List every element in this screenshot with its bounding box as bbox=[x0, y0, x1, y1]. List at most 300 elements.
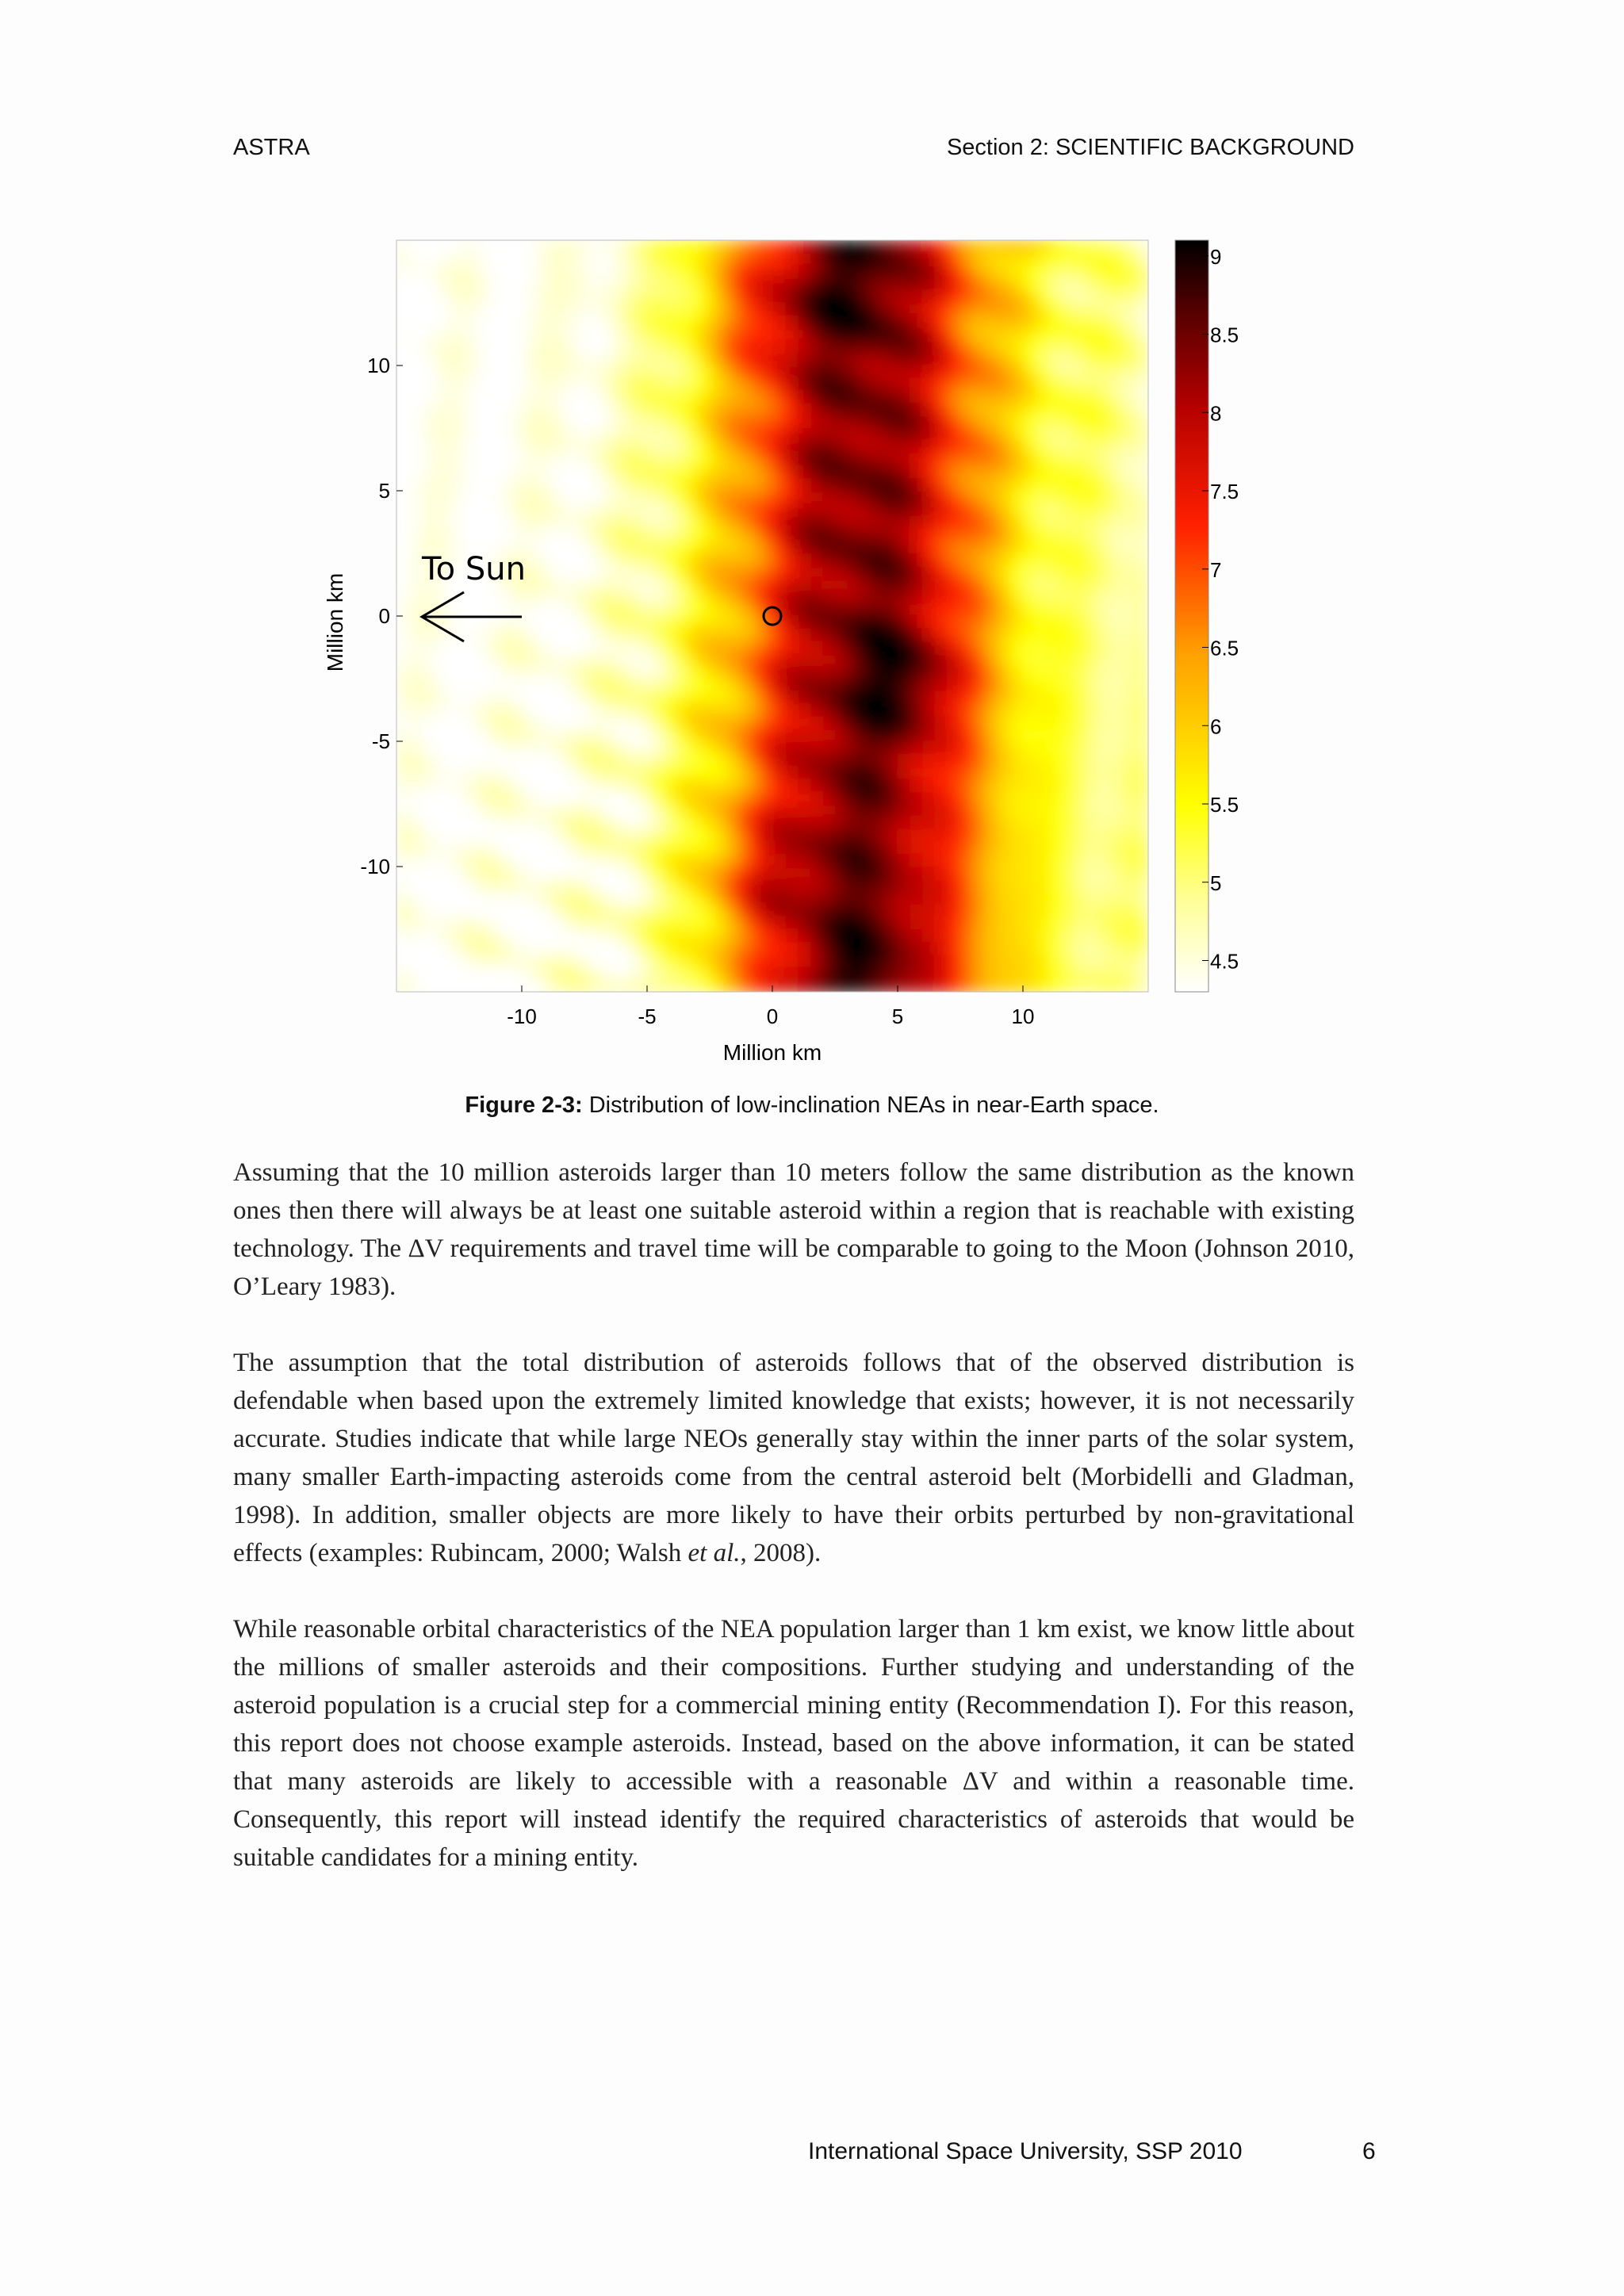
heatmap-cell bbox=[496, 741, 510, 755]
heatmap-cell bbox=[509, 904, 523, 917]
heatmap-cell bbox=[1023, 353, 1036, 366]
heatmap-cell bbox=[1098, 754, 1112, 767]
heatmap-cell bbox=[1073, 817, 1086, 830]
heatmap-cell bbox=[935, 491, 948, 504]
heatmap-cell bbox=[584, 353, 598, 366]
heatmap-cell bbox=[822, 453, 836, 467]
heatmap-cell bbox=[1048, 955, 1062, 968]
heatmap-cell bbox=[785, 415, 799, 429]
heatmap-cell bbox=[459, 303, 473, 316]
heatmap-cell bbox=[697, 916, 710, 930]
heatmap-cell bbox=[434, 791, 447, 805]
heatmap-cell bbox=[409, 979, 423, 993]
heatmap-cell bbox=[1098, 478, 1112, 492]
heatmap-cell bbox=[1073, 841, 1086, 855]
heatmap-cell bbox=[848, 791, 861, 805]
heatmap-cell bbox=[1086, 353, 1099, 366]
heatmap-cell bbox=[998, 804, 1011, 817]
heatmap-cell bbox=[1048, 841, 1062, 855]
heatmap-cell bbox=[472, 277, 485, 291]
heatmap-cell bbox=[872, 767, 886, 780]
heatmap-cell bbox=[485, 867, 498, 880]
heatmap-cell bbox=[534, 415, 548, 429]
heatmap-cell bbox=[848, 516, 861, 530]
heatmap-cell bbox=[973, 653, 986, 667]
heatmap-cell bbox=[772, 716, 786, 729]
heatmap-cell bbox=[1086, 403, 1099, 416]
heatmap-cell bbox=[772, 415, 786, 429]
heatmap-cell bbox=[898, 804, 911, 817]
heatmap-cell bbox=[572, 867, 585, 880]
heatmap-cell bbox=[1010, 403, 1024, 416]
heatmap-cell bbox=[409, 791, 423, 805]
heatmap-cell bbox=[923, 892, 936, 905]
heatmap-cell bbox=[760, 641, 773, 655]
heatmap-cell bbox=[1036, 616, 1049, 629]
heatmap-cell bbox=[396, 817, 410, 830]
heatmap-cell bbox=[735, 653, 749, 667]
heatmap-cell bbox=[885, 754, 898, 767]
heatmap-cell bbox=[396, 741, 410, 755]
heatmap-cell bbox=[496, 303, 510, 316]
heatmap-cell bbox=[1036, 579, 1049, 592]
heatmap-cell bbox=[660, 754, 673, 767]
heatmap-cell bbox=[810, 629, 823, 642]
heatmap-cell bbox=[948, 729, 961, 742]
heatmap-cell bbox=[647, 729, 661, 742]
heatmap-cell bbox=[1123, 415, 1136, 429]
heatmap-cell bbox=[660, 303, 673, 316]
heatmap-cell bbox=[1123, 716, 1136, 729]
heatmap-cell bbox=[584, 603, 598, 617]
heatmap-cell bbox=[885, 378, 898, 392]
heatmap-cell bbox=[722, 453, 736, 467]
heatmap-cell bbox=[1111, 854, 1124, 867]
heatmap-cell bbox=[910, 679, 924, 692]
heatmap-cell bbox=[622, 666, 635, 679]
heatmap-cell bbox=[672, 904, 686, 917]
heatmap-cell bbox=[1048, 340, 1062, 354]
heatmap-cell bbox=[848, 829, 861, 843]
heatmap-cell bbox=[710, 566, 723, 580]
heatmap-cell bbox=[1098, 867, 1112, 880]
heatmap-cell bbox=[610, 415, 623, 429]
heatmap-cell bbox=[1036, 679, 1049, 692]
heatmap-cell bbox=[923, 629, 936, 642]
heatmap-cell bbox=[785, 791, 799, 805]
heatmap-cell bbox=[860, 879, 874, 893]
heatmap-cell bbox=[647, 629, 661, 642]
heatmap-cell bbox=[434, 403, 447, 416]
heatmap-cell bbox=[885, 679, 898, 692]
heatmap-cell bbox=[1073, 441, 1086, 454]
heatmap-cell bbox=[597, 741, 611, 755]
heatmap-cell bbox=[396, 428, 410, 442]
heatmap-cell bbox=[522, 653, 535, 667]
heatmap-cell bbox=[1010, 603, 1024, 617]
heatmap-cell bbox=[697, 666, 710, 679]
heatmap-cell bbox=[760, 841, 773, 855]
heatmap-cell bbox=[672, 767, 686, 780]
heatmap-cell bbox=[597, 415, 611, 429]
heatmap-cell bbox=[1086, 453, 1099, 467]
heatmap-cell bbox=[1098, 829, 1112, 843]
heatmap-cell bbox=[923, 817, 936, 830]
heatmap-cell bbox=[772, 804, 786, 817]
heatmap-cell bbox=[1036, 328, 1049, 342]
heatmap-cell bbox=[697, 817, 710, 830]
y-tick-label: 10 bbox=[367, 354, 390, 377]
heatmap-cell bbox=[986, 516, 999, 530]
heatmap-cell bbox=[1123, 916, 1136, 930]
heatmap-cell bbox=[472, 754, 485, 767]
heatmap-cell bbox=[434, 415, 447, 429]
heatmap-cell bbox=[735, 503, 749, 517]
heatmap-cell bbox=[1073, 328, 1086, 342]
heatmap-cell bbox=[835, 340, 848, 354]
heatmap-cell bbox=[735, 829, 749, 843]
heatmap-cell bbox=[422, 791, 435, 805]
heatmap-cell bbox=[472, 365, 485, 379]
heatmap-cell bbox=[434, 841, 447, 855]
heatmap-cell bbox=[610, 465, 623, 479]
heatmap-cell bbox=[948, 266, 961, 279]
heatmap-cell bbox=[1036, 428, 1049, 442]
heatmap-cell bbox=[772, 641, 786, 655]
heatmap-cell bbox=[822, 579, 836, 592]
heatmap-cell bbox=[446, 841, 460, 855]
heatmap-cell bbox=[459, 942, 473, 955]
heatmap-cell bbox=[622, 428, 635, 442]
heatmap-cell bbox=[647, 741, 661, 755]
heatmap-cell bbox=[1136, 741, 1149, 755]
heatmap-cell bbox=[747, 478, 760, 492]
heatmap-cell bbox=[509, 591, 523, 604]
heatmap-cell bbox=[1010, 904, 1024, 917]
heatmap-cell bbox=[509, 779, 523, 792]
heatmap-cell bbox=[998, 478, 1011, 492]
heatmap-cell bbox=[1036, 378, 1049, 392]
heatmap-cell bbox=[722, 303, 736, 316]
heatmap-cell bbox=[1060, 729, 1074, 742]
heatmap-cell bbox=[848, 528, 861, 541]
heatmap-cell bbox=[760, 879, 773, 893]
heatmap-cell bbox=[810, 616, 823, 629]
heatmap-cell bbox=[597, 716, 611, 729]
heatmap-cell bbox=[1023, 591, 1036, 604]
heatmap-cell bbox=[1010, 353, 1024, 366]
heatmap-cell bbox=[935, 854, 948, 867]
heatmap-cell bbox=[572, 240, 585, 254]
heatmap-cell bbox=[860, 691, 874, 705]
heatmap-cell bbox=[810, 353, 823, 366]
heatmap-cell bbox=[923, 491, 936, 504]
heatmap-cell bbox=[948, 779, 961, 792]
heatmap-cell bbox=[622, 491, 635, 504]
heatmap-cell bbox=[923, 691, 936, 705]
heatmap-cell bbox=[960, 641, 974, 655]
heatmap-cell bbox=[986, 892, 999, 905]
heatmap-cell bbox=[672, 465, 686, 479]
heatmap-cell bbox=[1060, 892, 1074, 905]
heatmap-cell bbox=[998, 266, 1011, 279]
heatmap-cell bbox=[446, 266, 460, 279]
heatmap-cell bbox=[848, 879, 861, 893]
heatmap-cell bbox=[559, 929, 573, 943]
heatmap-cell bbox=[747, 340, 760, 354]
heatmap-cell bbox=[422, 955, 435, 968]
heatmap-cell bbox=[396, 579, 410, 592]
heatmap-cell bbox=[1136, 716, 1149, 729]
heatmap-cell bbox=[672, 704, 686, 718]
heatmap-cell bbox=[835, 979, 848, 993]
heatmap-cell bbox=[898, 353, 911, 366]
heatmap-cell bbox=[810, 603, 823, 617]
heatmap-cell bbox=[610, 691, 623, 705]
heatmap-cell bbox=[610, 854, 623, 867]
heatmap-cell bbox=[1086, 579, 1099, 592]
heatmap-cell bbox=[973, 453, 986, 467]
heatmap-cell bbox=[935, 942, 948, 955]
heatmap-cell bbox=[898, 603, 911, 617]
heatmap-cell bbox=[610, 566, 623, 580]
heatmap-cell bbox=[1086, 779, 1099, 792]
heatmap-cell bbox=[660, 666, 673, 679]
heatmap-cell bbox=[785, 365, 799, 379]
heatmap-cell bbox=[973, 528, 986, 541]
heatmap-cell bbox=[509, 942, 523, 955]
heatmap-cell bbox=[735, 240, 749, 254]
heatmap-cell bbox=[634, 916, 648, 930]
heatmap-cell bbox=[409, 867, 423, 880]
heatmap-cell bbox=[610, 741, 623, 755]
heatmap-cell bbox=[509, 841, 523, 855]
heatmap-cell bbox=[860, 365, 874, 379]
heatmap-cell bbox=[1010, 579, 1024, 592]
heatmap-cell bbox=[885, 854, 898, 867]
heatmap-cell bbox=[935, 253, 948, 266]
heatmap-cell bbox=[485, 290, 498, 304]
heatmap-cell bbox=[597, 791, 611, 805]
heatmap-cell bbox=[1098, 966, 1112, 980]
heatmap-cell bbox=[534, 541, 548, 554]
heatmap-cell bbox=[1111, 629, 1124, 642]
heatmap-cell bbox=[1023, 253, 1036, 266]
heatmap-cell bbox=[923, 779, 936, 792]
heatmap-cell bbox=[1048, 704, 1062, 718]
heatmap-cell bbox=[434, 465, 447, 479]
heatmap-cell bbox=[798, 553, 811, 567]
heatmap-cell bbox=[872, 879, 886, 893]
heatmap-cell bbox=[1048, 767, 1062, 780]
heatmap-cell bbox=[772, 290, 786, 304]
heatmap-cell bbox=[1036, 841, 1049, 855]
heatmap-cell bbox=[973, 353, 986, 366]
heatmap-cell bbox=[697, 966, 710, 980]
heatmap-cell bbox=[998, 829, 1011, 843]
heatmap-cell bbox=[935, 591, 948, 604]
heatmap-cell bbox=[534, 679, 548, 692]
heatmap-cell bbox=[434, 391, 447, 404]
heatmap-cell bbox=[772, 328, 786, 342]
heatmap-cell bbox=[810, 804, 823, 817]
heatmap-cell bbox=[472, 303, 485, 316]
heatmap-cell bbox=[485, 340, 498, 354]
heatmap-cell bbox=[747, 955, 760, 968]
heatmap-cell bbox=[1036, 955, 1049, 968]
heatmap-cell bbox=[722, 767, 736, 780]
heatmap-cell bbox=[1060, 516, 1074, 530]
heatmap-cell bbox=[998, 879, 1011, 893]
heatmap-cell bbox=[948, 541, 961, 554]
heatmap-cell bbox=[747, 253, 760, 266]
heatmap-cell bbox=[409, 378, 423, 392]
heatmap-cell bbox=[547, 579, 561, 592]
heatmap-cell bbox=[485, 653, 498, 667]
heatmap-cell bbox=[572, 528, 585, 541]
heatmap-cell bbox=[684, 516, 698, 530]
heatmap-cell bbox=[1073, 767, 1086, 780]
heatmap-cell bbox=[660, 328, 673, 342]
heatmap-cell bbox=[647, 277, 661, 291]
heatmap-cell bbox=[485, 704, 498, 718]
heatmap-cell bbox=[760, 541, 773, 554]
heatmap-cell bbox=[697, 328, 710, 342]
heatmap-chart bbox=[301, 226, 1285, 1082]
heatmap-cell bbox=[835, 829, 848, 843]
heatmap-cell bbox=[584, 441, 598, 454]
heatmap-cell bbox=[684, 353, 698, 366]
heatmap-cell bbox=[1048, 641, 1062, 655]
heatmap-cell bbox=[1023, 942, 1036, 955]
heatmap-cell bbox=[1136, 603, 1149, 617]
heatmap-cell bbox=[472, 867, 485, 880]
heatmap-cell bbox=[1136, 791, 1149, 805]
heatmap-cell bbox=[735, 754, 749, 767]
heatmap-cell bbox=[684, 266, 698, 279]
heatmap-cell bbox=[747, 579, 760, 592]
heatmap-cell bbox=[584, 378, 598, 392]
heatmap-cell bbox=[396, 641, 410, 655]
heatmap-cell bbox=[547, 553, 561, 567]
heatmap-cell bbox=[684, 955, 698, 968]
heatmap-cell bbox=[722, 603, 736, 617]
heatmap-cell bbox=[822, 441, 836, 454]
heatmap-cell bbox=[522, 240, 535, 254]
heatmap-cell bbox=[747, 841, 760, 855]
heatmap-cell bbox=[1036, 415, 1049, 429]
heatmap-cell bbox=[584, 716, 598, 729]
heatmap-cell bbox=[684, 566, 698, 580]
heatmap-cell bbox=[597, 528, 611, 541]
heatmap-cell bbox=[798, 415, 811, 429]
heatmap-cell bbox=[634, 603, 648, 617]
heatmap-cell bbox=[722, 691, 736, 705]
heatmap-cell bbox=[684, 365, 698, 379]
heatmap-cell bbox=[660, 779, 673, 792]
heatmap-cell bbox=[459, 904, 473, 917]
heatmap-cell bbox=[459, 729, 473, 742]
heatmap-cell bbox=[396, 955, 410, 968]
heatmap-cell bbox=[610, 579, 623, 592]
heatmap-cell bbox=[835, 942, 848, 955]
heatmap-cell bbox=[1060, 528, 1074, 541]
heatmap-cell bbox=[572, 653, 585, 667]
heatmap-cell bbox=[798, 340, 811, 354]
heatmap-cell bbox=[1123, 704, 1136, 718]
heatmap-cell bbox=[935, 528, 948, 541]
heatmap-cell bbox=[1036, 867, 1049, 880]
heatmap-cell bbox=[998, 290, 1011, 304]
heatmap-cell bbox=[973, 904, 986, 917]
heatmap-cell bbox=[534, 779, 548, 792]
heatmap-cell bbox=[710, 478, 723, 492]
heatmap-cell bbox=[710, 641, 723, 655]
heatmap-cell bbox=[1073, 854, 1086, 867]
heatmap-cell bbox=[485, 879, 498, 893]
heatmap-cell bbox=[835, 290, 848, 304]
heatmap-cell bbox=[1111, 741, 1124, 755]
heatmap-cell bbox=[422, 353, 435, 366]
heatmap-cell bbox=[660, 829, 673, 843]
heatmap-cell bbox=[948, 340, 961, 354]
heatmap-cell bbox=[597, 679, 611, 692]
heatmap-cell bbox=[910, 240, 924, 254]
heatmap-cell bbox=[584, 541, 598, 554]
heatmap-cell bbox=[547, 817, 561, 830]
heatmap-cell bbox=[472, 503, 485, 517]
heatmap-cell bbox=[1036, 465, 1049, 479]
heatmap-cell bbox=[660, 641, 673, 655]
heatmap-cell bbox=[1086, 817, 1099, 830]
heatmap-cell bbox=[559, 716, 573, 729]
heatmap-cell bbox=[446, 767, 460, 780]
heatmap-cell bbox=[572, 353, 585, 366]
heatmap-cell bbox=[885, 867, 898, 880]
heatmap-cell bbox=[422, 729, 435, 742]
heatmap-cell bbox=[1036, 365, 1049, 379]
heatmap-cell bbox=[522, 867, 535, 880]
figure bbox=[301, 226, 1285, 1082]
heatmap-cell bbox=[559, 290, 573, 304]
heatmap-cell bbox=[710, 553, 723, 567]
heatmap-cell bbox=[710, 791, 723, 805]
heatmap-cell bbox=[772, 303, 786, 316]
heatmap-cell bbox=[522, 303, 535, 316]
heatmap-cell bbox=[496, 804, 510, 817]
heatmap-cell bbox=[622, 528, 635, 541]
heatmap-cell bbox=[459, 441, 473, 454]
heatmap-cell bbox=[760, 929, 773, 943]
heatmap-cell bbox=[1098, 979, 1112, 993]
heatmap-cell bbox=[660, 916, 673, 930]
heatmap-cell bbox=[735, 478, 749, 492]
heatmap-cell bbox=[986, 641, 999, 655]
heatmap-cell bbox=[910, 829, 924, 843]
heatmap-cell bbox=[597, 729, 611, 742]
heatmap-cell bbox=[772, 916, 786, 930]
heatmap-cell bbox=[910, 916, 924, 930]
heatmap-cell bbox=[948, 603, 961, 617]
heatmap-cell bbox=[1111, 266, 1124, 279]
heatmap-cell bbox=[810, 942, 823, 955]
heatmap-cell bbox=[684, 253, 698, 266]
heatmap-cell bbox=[534, 867, 548, 880]
heatmap-cell bbox=[697, 879, 710, 893]
heatmap-cell bbox=[1086, 378, 1099, 392]
heatmap-cell bbox=[822, 353, 836, 366]
heatmap-cell bbox=[1060, 365, 1074, 379]
